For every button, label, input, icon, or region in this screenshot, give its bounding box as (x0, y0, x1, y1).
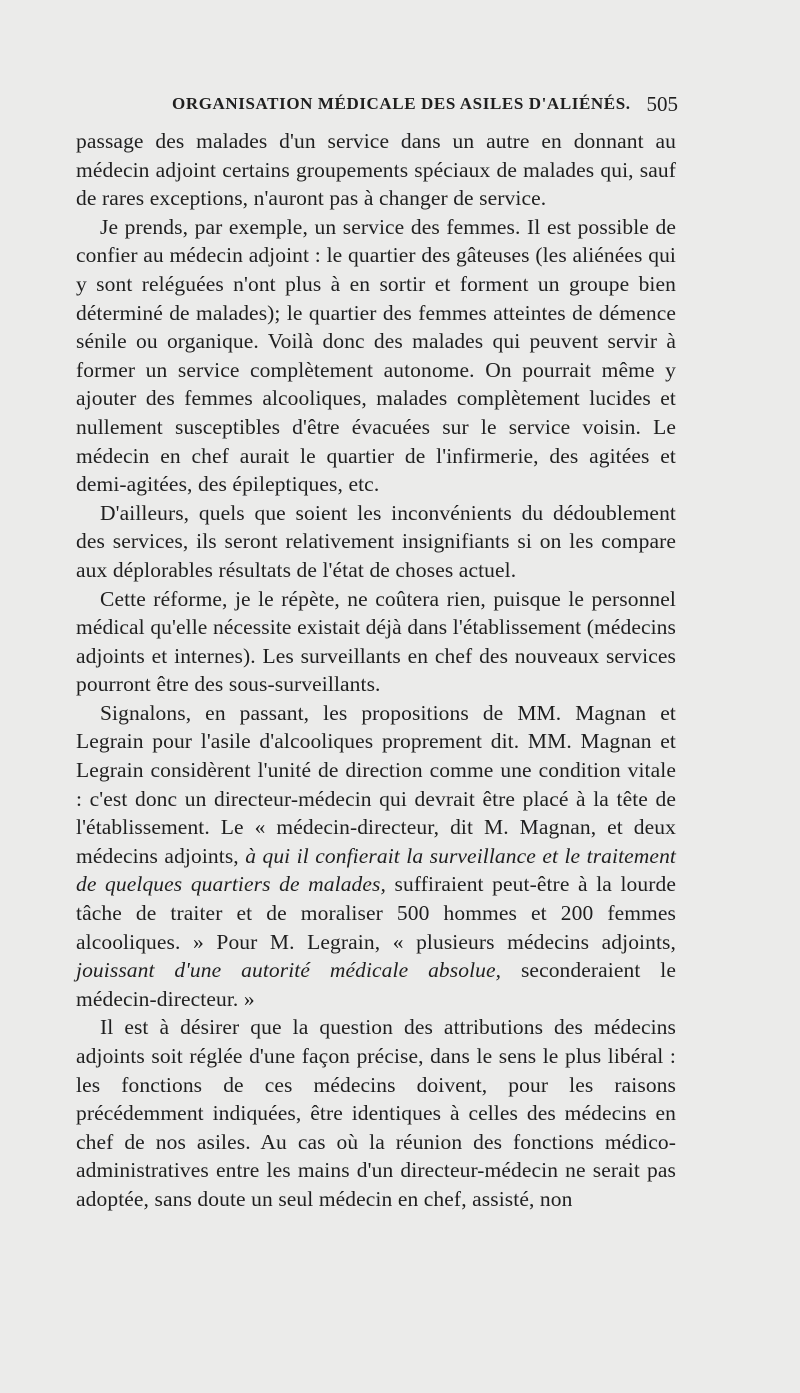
paragraph-text: Signalons, en passant, les propositions de MM. Magnan et Legrain pour l'asile d'alcooliques proprement dit. MM. Magnan et Legrain considèrent l'unité de direction comme une condition vitale : c'est donc un directeur-médecin qui devrait être placé à la tête de l'établissement. Le « médecin-directeur, dit M. Magnan, et deux médecins adjoints, (76, 700, 676, 868)
paragraph (76, 699, 676, 1014)
running-title: ORGANISATION MÉDICALE DES ASILES D'ALIÉNÉS. (172, 94, 631, 113)
paragraph: Cette réforme, je le répète, ne coûtera rien, puisque le personnel médical qu'elle nécessite existait déjà dans l'établissement (médecins adjoints et internes). Les surveillants en chef des nouveaux services pourront être des sous-surveillants. (76, 586, 676, 697)
body-text (76, 127, 676, 1214)
paragraph-text: suffiraient peut-être à la lourde tâche de traiter et de moraliser 500 hommes et 200 femmes alcooliques. » Pour M. Legrain, « plusieurs médecins adjoints, (76, 872, 676, 954)
paragraph: Il est à désirer que la question des attributions des médecins adjoints soit réglée d'une façon précise, dans le sens le plus libéral : les fonctions de ces médecins doivent, pour les raisons précédemment indiquées, être identiques à celles des médecins en chef de nos asiles. Au cas où la réunion des fonctions médico-administratives entre les mains d'un directeur-médecin ne serait pas adoptée, sans doute un seul médecin en chef, assisté, non (76, 1015, 676, 1211)
italic-quote: à qui il confierait la surveillance et le traitement de quelques quartiers de malades, (76, 843, 676, 897)
paragraph-text: seconderaient le médecin-directeur. » (76, 958, 676, 1011)
paragraph: passage des malades d'un service dans un autre en donnant au médecin adjoint certains groupements spéciaux de malades qui, sauf de rares exceptions, n'auront pas à changer de service. (76, 129, 676, 211)
italic-quote: jouissant d'une autorité médicale absolue, (76, 958, 502, 983)
paragraph: Je prends, par exemple, un service des femmes. Il est possible de confier au médecin adjoint : le quartier des gâteuses (les aliénées qui y sont reléguées n'ont plus à en sortir et forment un groupe bien déterminé de malades); le quartier des femmes atteintes de démence sénile ou organique. Voilà donc des malades qui peuvent servir à former un service complètement autonome. On pourrait même y ajouter des femmes alcooliques, malades complètement lucides et nullement susceptibles d'être évacuées sur le service voisin. Le médecin en chef aurait le quartier de l'infirmerie, des agitées et demi-agitées, des épileptiques, etc. (76, 214, 676, 497)
running-header (76, 90, 678, 120)
paragraph: D'ailleurs, quels que soient les inconvénients du dédoublement des services, ils seront relativement insignifiants si on les compare aux déplorables résultats de l'état de choses actuel. (76, 500, 676, 582)
page-number: 505 (646, 92, 678, 116)
